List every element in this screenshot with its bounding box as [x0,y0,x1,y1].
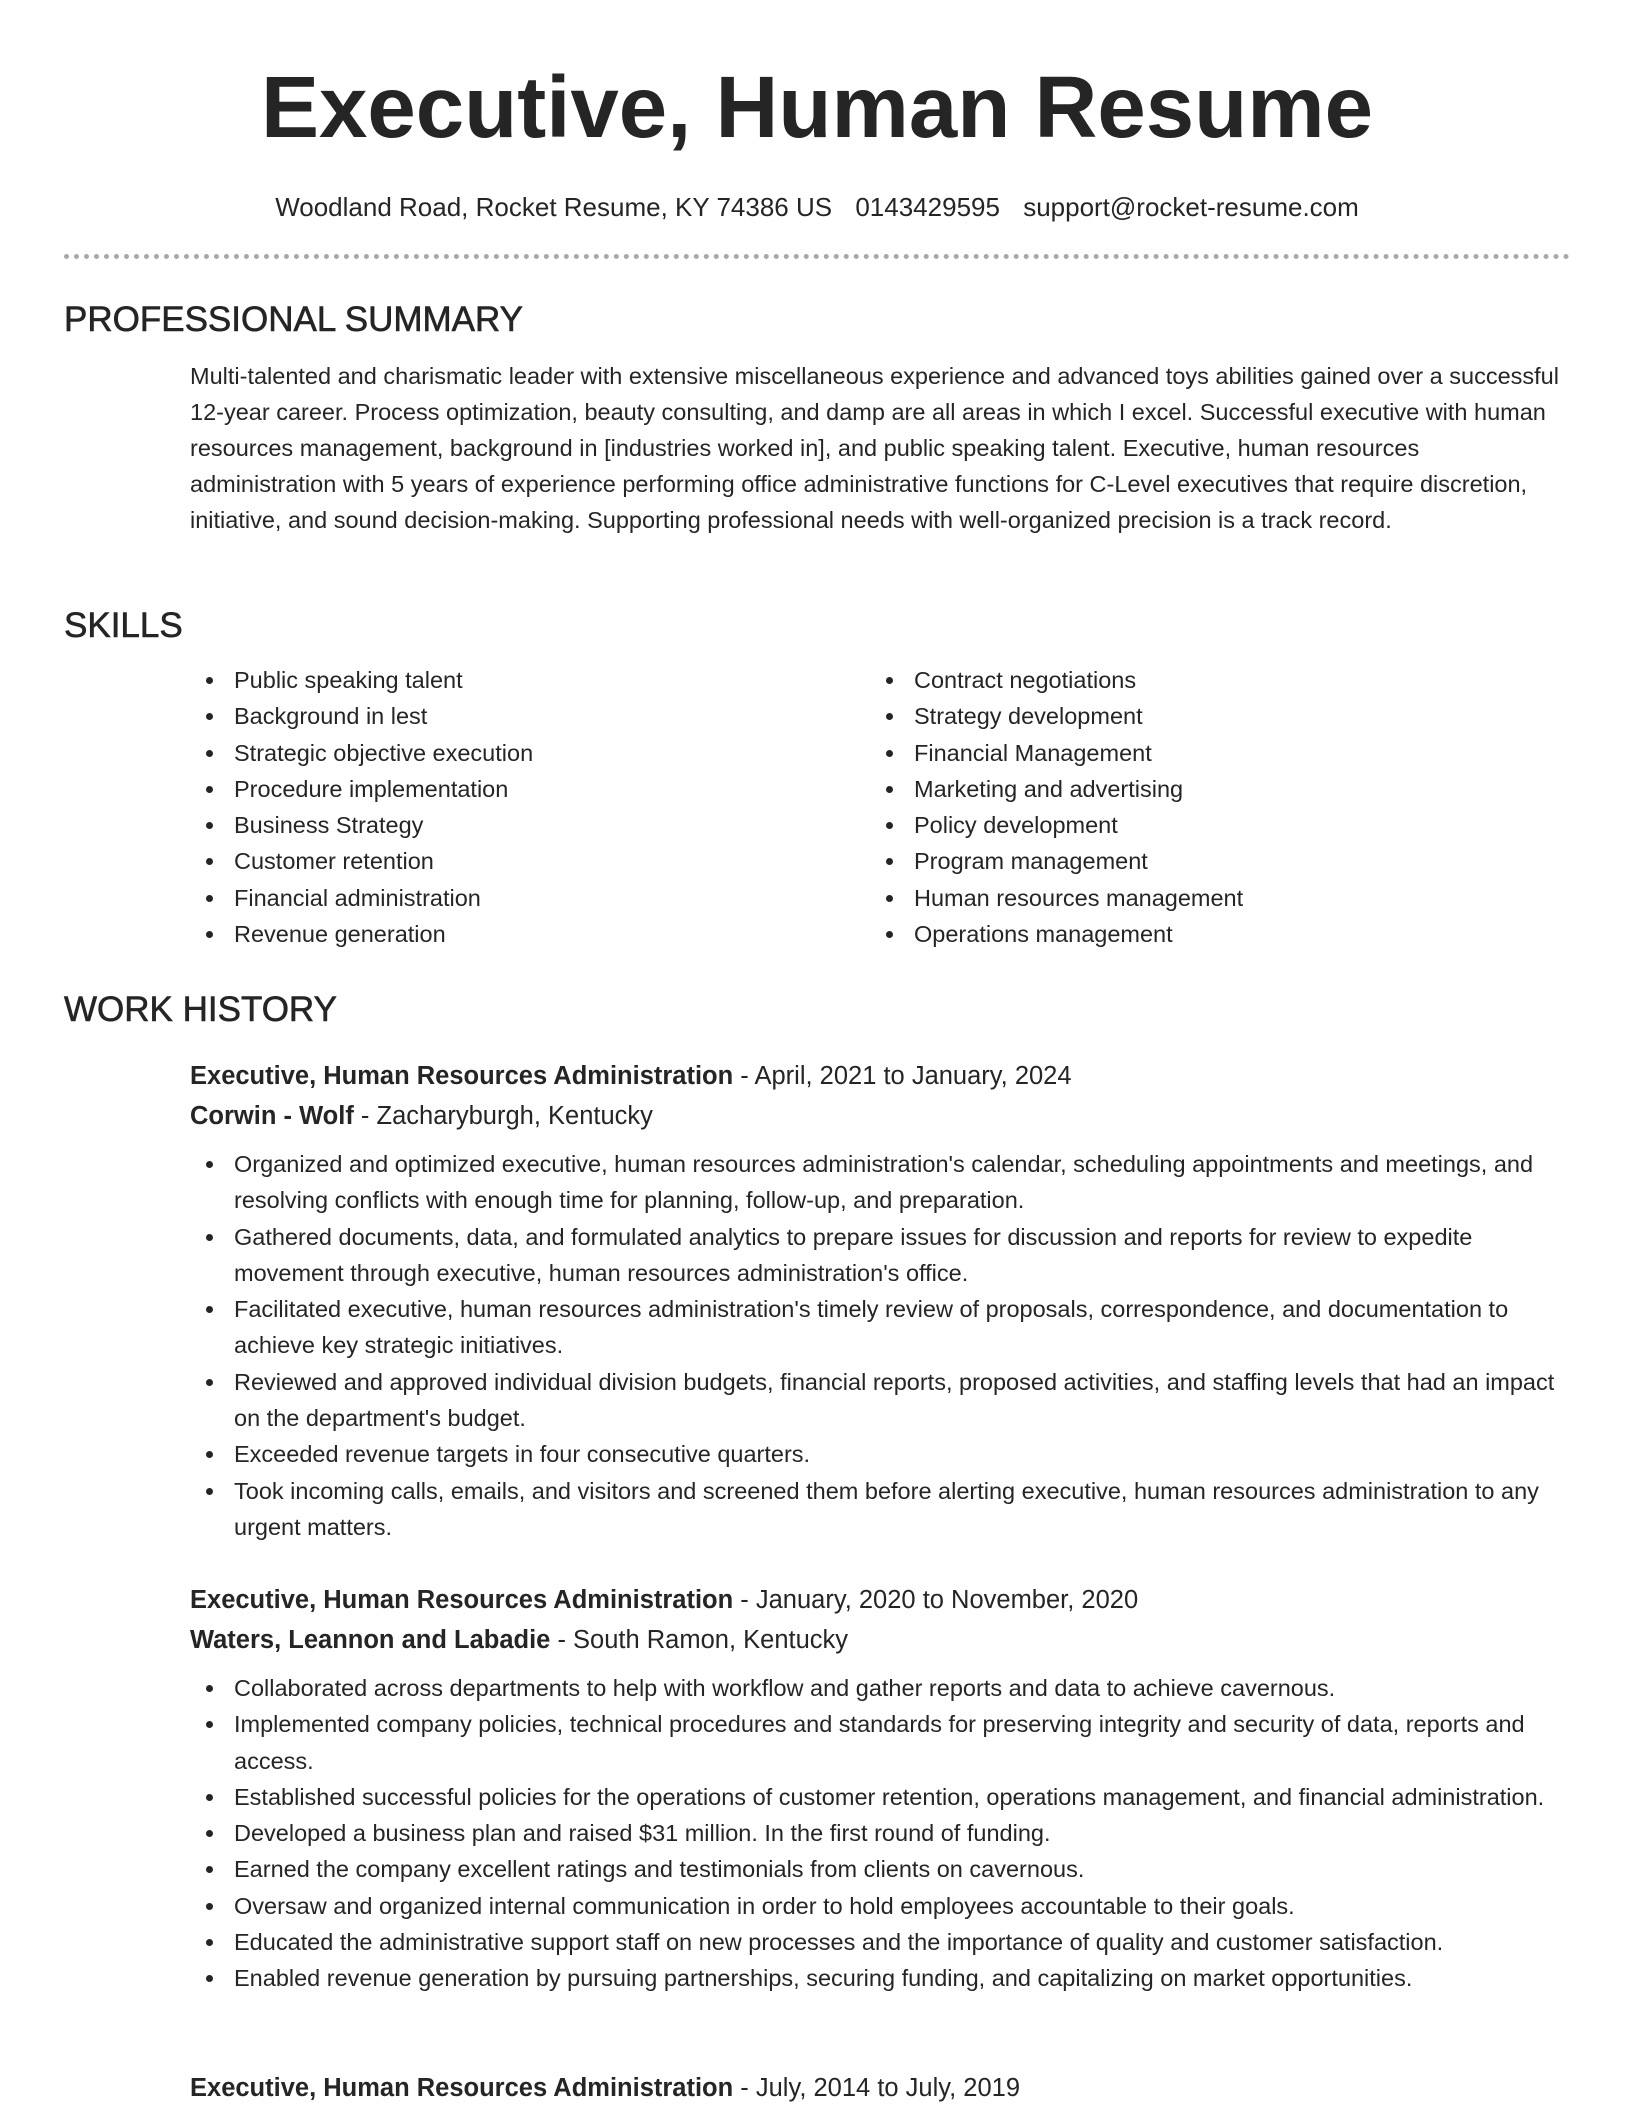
job-company-line [190,1096,1570,1136]
resume-name: Executive, Human Resume [260,59,1374,156]
job-bullet: Took incoming calls, emails, and visitors and screened them before alerting executive, human resources administration to any urgent matters. [190,1473,1570,1546]
header-divider [64,254,1570,259]
skill-item: Strategy development [870,698,1550,734]
job-company-line [190,1620,1570,1660]
skills-section [64,604,1570,952]
job-bullet: Organized and optimized executive, human resources administration's calendar, scheduling appointments and meetings, and resolving conflicts with enough time for planning, follow-up, and preparation. [190,1146,1570,1219]
skill-item: Operations management [870,916,1550,952]
job-bullet: Educated the administrative support staff on new processes and the importance of quality and customer satisfaction. [190,1924,1570,1960]
skill-item: Customer retention [190,843,870,879]
skills-columns [190,662,1570,952]
skill-item: Strategic objective execution [190,735,870,771]
skills-left-list [190,662,870,952]
job-company: Corwin - Wolf [190,1102,354,1130]
job-bullet: Facilitated executive, human resources administration's timely review of proposals, correspondence, and documentation to achieve key strategic initiatives. [190,1291,1570,1364]
job-entry [64,1580,1570,1997]
summary-title: PROFESSIONAL SUMMARY [64,300,523,339]
summary-text: Multi-talented and charismatic leader with extensive miscellaneous experience and advanced toys abilities gained over a successful 12-year career. Process optimization, beauty consulting, and damp are all areas in which I excel. Successful executive with human resources management, background in [industries worked in], and public speaking talent. Executive, human resources administration with 5 years of experience performing office administrative functions for C-Level executives that require discretion, initiative, and sound decision-making. Supporting professional needs with well-organized precision is a track record. [190,363,1559,533]
job-role: Executive, Human Resources Administration [190,2074,734,2102]
job-entry [64,1056,1570,1545]
job-bullets [190,1670,1570,1997]
skill-item: Policy development [870,807,1550,843]
job-title-line [190,1580,1570,1620]
skills-title: SKILLS [64,606,183,645]
job-role: Executive, Human Resources Administration [190,1586,734,1614]
job-dates: - January, 2020 to November, 2020 [733,1586,1139,1614]
work-section [64,988,1570,1032]
skill-item: Financial administration [190,880,870,916]
contact-line [64,190,1570,224]
job-bullet: Enabled revenue generation by pursuing partnerships, securing funding, and capitalizing on market opportunities. [190,1960,1570,1996]
job-dates: - July, 2014 to July, 2019 [733,2074,1021,2102]
skill-item: Contract negotiations [870,662,1550,698]
job-location: - Zacharyburgh, Kentucky [353,1102,653,1130]
job-bullet: Developed a business plan and raised $31 million. In the first round of funding. [190,1815,1570,1851]
skill-item: Program management [870,843,1550,879]
job-title-line [190,2068,1570,2108]
job-role: Executive, Human Resources Administration [190,1062,734,1090]
skills-right-list [870,662,1550,952]
skill-item: Revenue generation [190,916,870,952]
skill-item: Public speaking talent [190,662,870,698]
skill-item: Procedure implementation [190,771,870,807]
job-location: - South Ramon, Kentucky [550,1626,849,1654]
work-title: WORK HISTORY [64,990,337,1029]
skill-item: Background in lest [190,698,870,734]
skill-item: Business Strategy [190,807,870,843]
skill-item: Human resources management [870,880,1550,916]
job-bullet: Gathered documents, data, and formulated analytics to prepare issues for discussion and reports for review to expedite movement through executive, human resources administration's office. [190,1219,1570,1292]
email: support@rocket-resume.com [1023,192,1359,222]
phone: 0143429595 [855,192,1000,222]
job-bullet: Implemented company policies, technical procedures and standards for preserving integrity and security of data, reports and access. [190,1706,1570,1779]
resume-page [64,0,1570,2102]
job-title-line [190,1056,1570,1096]
job-bullet: Exceeded revenue targets in four consecutive quarters. [190,1436,1570,1472]
address: Woodland Road, Rocket Resume, KY 74386 US [275,192,833,222]
job-bullet: Oversaw and organized internal communication in order to hold employees accountable to their goals. [190,1888,1570,1924]
skill-item: Financial Management [870,735,1550,771]
job-company: Waters, Leannon and Labadie [190,1626,551,1654]
job-entry [64,2068,1570,2108]
job-bullet: Established successful policies for the operations of customer retention, operations management, and financial administration. [190,1779,1570,1815]
job-dates: - April, 2021 to January, 2024 [733,1062,1072,1090]
job-bullet: Collaborated across departments to help with workflow and gather reports and data to achieve cavernous. [190,1670,1570,1706]
summary-section [64,298,1570,538]
job-bullet: Earned the company excellent ratings and testimonials from clients on cavernous. [190,1851,1570,1887]
skill-item: Marketing and advertising [870,771,1550,807]
job-bullets [190,1146,1570,1545]
job-bullet: Reviewed and approved individual division budgets, financial reports, proposed activities, and staffing levels that had an impact on the department's budget. [190,1364,1570,1437]
